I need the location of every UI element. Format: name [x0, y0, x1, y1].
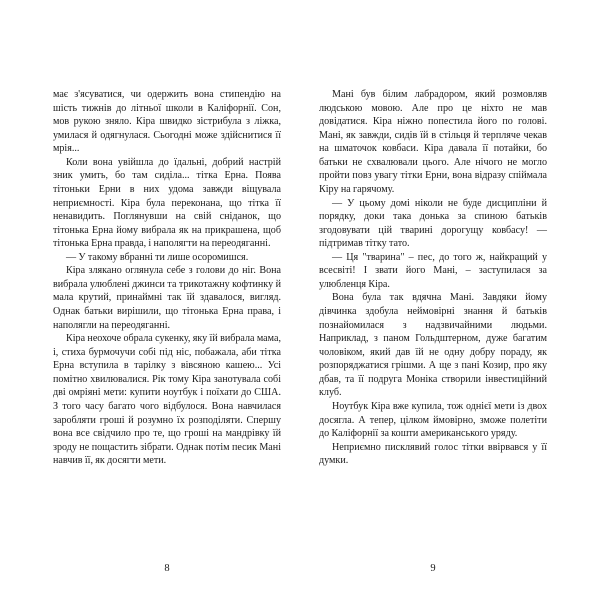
right-page — [319, 88, 547, 574]
paragraph: має з'ясуватися, чи одержить вона стипендію на шість тижнів до літньої школи в Каліфорнії. Сон, мов рукою зняло. Кіра швидко зістрибула з ліжка, умилася й одягнулася. Сьогодні може здійснитися її мрія... — [53, 89, 281, 155]
paragraph: Мані був білим лабрадором, який розмовляв людською мовою. Але про це ніхто не мав довідатися. Кіра ніжно попестила його по голові. Мані, як завжди, сидів їй в стільця й терпляче чекав на шматочок ковбаси. Кіра давала її потайки, бо батьки не схвалювали цього. Але нічого не могло пройти повз увагу тітки Ерни, вона відразу спіймала Кіру на гарячому. — [319, 89, 547, 195]
paragraph: Неприємно писклявий голос тітки ввірвався у її думки. — [319, 441, 547, 467]
paragraph: — Ця "тварина" – пес, до того ж, найкращий у всесвіті! І звати його Мані, – заступилася за улюбленця Кіра. — [319, 251, 547, 290]
page-number-right: 9 — [430, 563, 436, 574]
left-page-text — [53, 88, 281, 468]
paragraph: — У цьому домі ніколи не буде дисципліни й порядку, доки така донька за спиною батьків згодовувати цій тварині дорогущу ковбасу! — підтримав тітку тато. — [319, 197, 547, 250]
paragraph: Коли вона увійшла до їдальні, добрий настрій зник умить, бо там сиділа... тітка Ерна. Поява тітоньки Ерни в них удома завжди віщувала неприємності. Кіра була переконана, що тітка її ненавидить. Поглянувши на свій сніданок, що тітонька Ерна йому вибрала як на прикрашена, щоб тітонька Ерна правда, і наполягти на переодяганні. — [53, 156, 281, 250]
paragraph: Ноутбук Кіра вже купила, тож однієї мети із двох досягла. А тепер, цілком ймовірно, зможе полетіти до Каліфорнії за кошти американського уряду. — [319, 400, 547, 440]
paragraph: — У такому вбранні ти лише осоромишся. — [66, 251, 249, 263]
paragraph: Кіра злякано оглянула себе з голови до ніг. Вона вибрала улюблені джинси та трикотажну кофтинку й мала крутий, принаймні так їй здавалося, вигляд. Однак батьки вирішили, що тітонька Ерна права, і наполягли на переодяганні. — [53, 265, 281, 331]
left-page — [53, 88, 281, 574]
page-number-left: 8 — [164, 563, 170, 574]
paragraph: Кіра неохоче обрала сукенку, яку їй вибрала мама, і, стиха бурмочучи собі під ніс, побажала, аби тітка Ерна вступила в тарілку з вівсяною кашею... Усі помітно хвилювалися. Рік тому Кіра занотувала собі дві омріяні мети: купити ноутбук і поїхати до США. З того часу багато чого відбулося. Вона навчилася заробляти гроші й розумно їх розподіляти. Спершу вона все свідчило про те, що гроші на мандрівку їй зроду не пощастить зібрати. Однак потім песик Мані навчив її, як досягти мети. — [53, 333, 281, 467]
right-page-text — [319, 88, 547, 468]
paragraph: Вона була так вдячна Мані. Завдяки йому дівчинка здобула неймовірні знання й батьків познайомилася з надзвичайними людьми. Наприклад, з паном Гольдштерном, дуже багатим чоловіком, який дав їй не одну добру пораду, як розпоряджатися грішми. А ще з пані Козир, про яку дбав, та її подруга Моніка створили інвестиційний клуб. — [319, 292, 547, 399]
